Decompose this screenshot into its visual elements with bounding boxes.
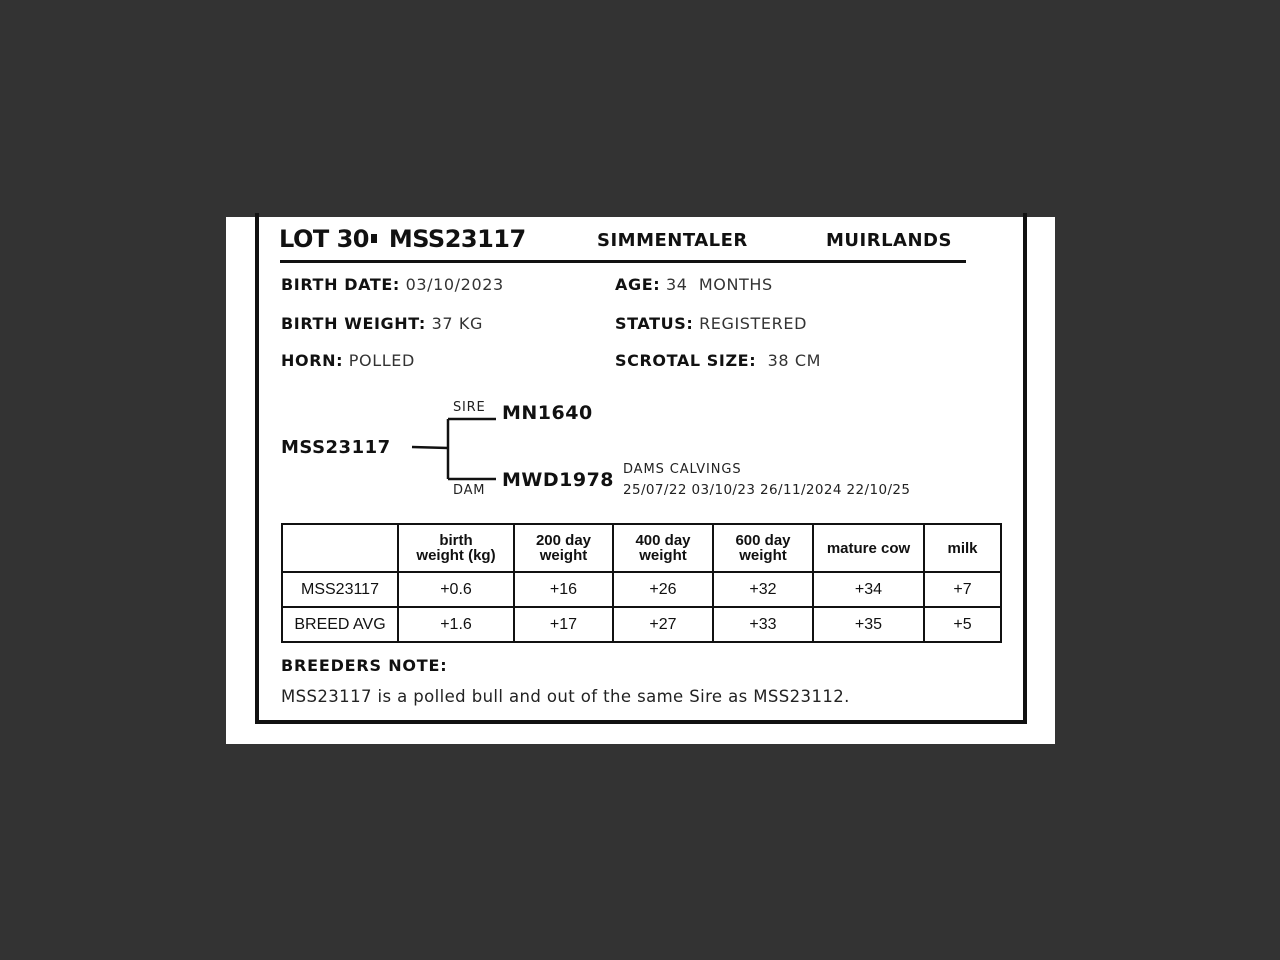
birth-weight-label: BIRTH WEIGHT: bbox=[281, 314, 426, 333]
sire-label: SIRE bbox=[453, 400, 486, 415]
breeders-note-text: MSS23117 is a polled bull and out of the same Sire as MSS23112. bbox=[281, 687, 850, 706]
age-label: AGE: bbox=[615, 275, 661, 294]
table-cell: +33 bbox=[713, 607, 813, 642]
ebv-header-200-day: 200 day weight bbox=[514, 524, 613, 572]
ebv-header-400-day: 400 day weight bbox=[613, 524, 713, 572]
scrotal-size-value: 38 CM bbox=[761, 351, 822, 370]
table-cell: +16 bbox=[514, 572, 613, 607]
row-label: BREED AVG bbox=[282, 607, 398, 642]
ebv-header-milk: milk bbox=[924, 524, 1001, 572]
age-value: 34 MONTHS bbox=[665, 275, 773, 294]
ebv-header-row bbox=[282, 524, 1001, 572]
status-value: REGISTERED bbox=[699, 314, 807, 333]
header-divider bbox=[280, 260, 966, 263]
birth-date-value: 03/10/2023 bbox=[405, 275, 504, 294]
dam-name: MWD1978 bbox=[502, 469, 615, 491]
table-cell: +1.6 bbox=[398, 607, 514, 642]
horn-value: POLLED bbox=[348, 351, 415, 370]
pedigree-animal: MSS23117 bbox=[281, 437, 391, 458]
birth-date-field bbox=[281, 275, 504, 294]
table-cell: +27 bbox=[613, 607, 713, 642]
table-cell: +7 bbox=[924, 572, 1001, 607]
ebv-header-birth-weight: birth weight (kg) bbox=[398, 524, 514, 572]
ebv-table bbox=[281, 523, 1002, 643]
herd-name: MUIRLANDS bbox=[826, 230, 952, 251]
ebv-header-blank bbox=[282, 524, 398, 572]
ebv-header-mature-cow: mature cow bbox=[813, 524, 924, 572]
table-cell: +35 bbox=[813, 607, 924, 642]
scrotal-size-field bbox=[615, 351, 821, 370]
table-cell: +5 bbox=[924, 607, 1001, 642]
status-field bbox=[615, 314, 807, 333]
horn-field bbox=[281, 351, 415, 370]
breeders-note-label: BREEDERS NOTE: bbox=[281, 656, 448, 675]
dams-calvings-label: DAMS CALVINGS bbox=[623, 462, 742, 477]
table-cell: +0.6 bbox=[398, 572, 514, 607]
table-cell: +17 bbox=[514, 607, 613, 642]
lot-card bbox=[226, 217, 1055, 744]
table-cell: +32 bbox=[713, 572, 813, 607]
lot-number: LOT 30 bbox=[279, 225, 369, 253]
table-row bbox=[282, 607, 1001, 642]
horn-label: HORN: bbox=[281, 351, 344, 370]
breed-name: SIMMENTALER bbox=[597, 230, 748, 251]
table-cell: +26 bbox=[613, 572, 713, 607]
lot-heading bbox=[279, 225, 526, 253]
table-cell: +34 bbox=[813, 572, 924, 607]
scrotal-size-label: SCROTAL SIZE: bbox=[615, 351, 757, 370]
birth-weight-value: 37 KG bbox=[431, 314, 483, 333]
ebv-header-600-day: 600 day weight bbox=[713, 524, 813, 572]
status-label: STATUS: bbox=[615, 314, 694, 333]
table-row bbox=[282, 572, 1001, 607]
birth-weight-field bbox=[281, 314, 483, 333]
birth-date-label: BIRTH DATE: bbox=[281, 275, 400, 294]
lot-tag: MSS23117 bbox=[388, 225, 526, 253]
row-label: MSS23117 bbox=[282, 572, 398, 607]
pedigree-tree-lines bbox=[410, 413, 500, 483]
dam-label: DAM bbox=[453, 483, 486, 498]
separator-square-icon bbox=[371, 234, 377, 243]
age-field bbox=[615, 275, 773, 294]
sire-name: MN1640 bbox=[502, 402, 593, 424]
dams-calvings-dates: 25/07/22 03/10/23 26/11/2024 22/10/25 bbox=[623, 482, 911, 498]
